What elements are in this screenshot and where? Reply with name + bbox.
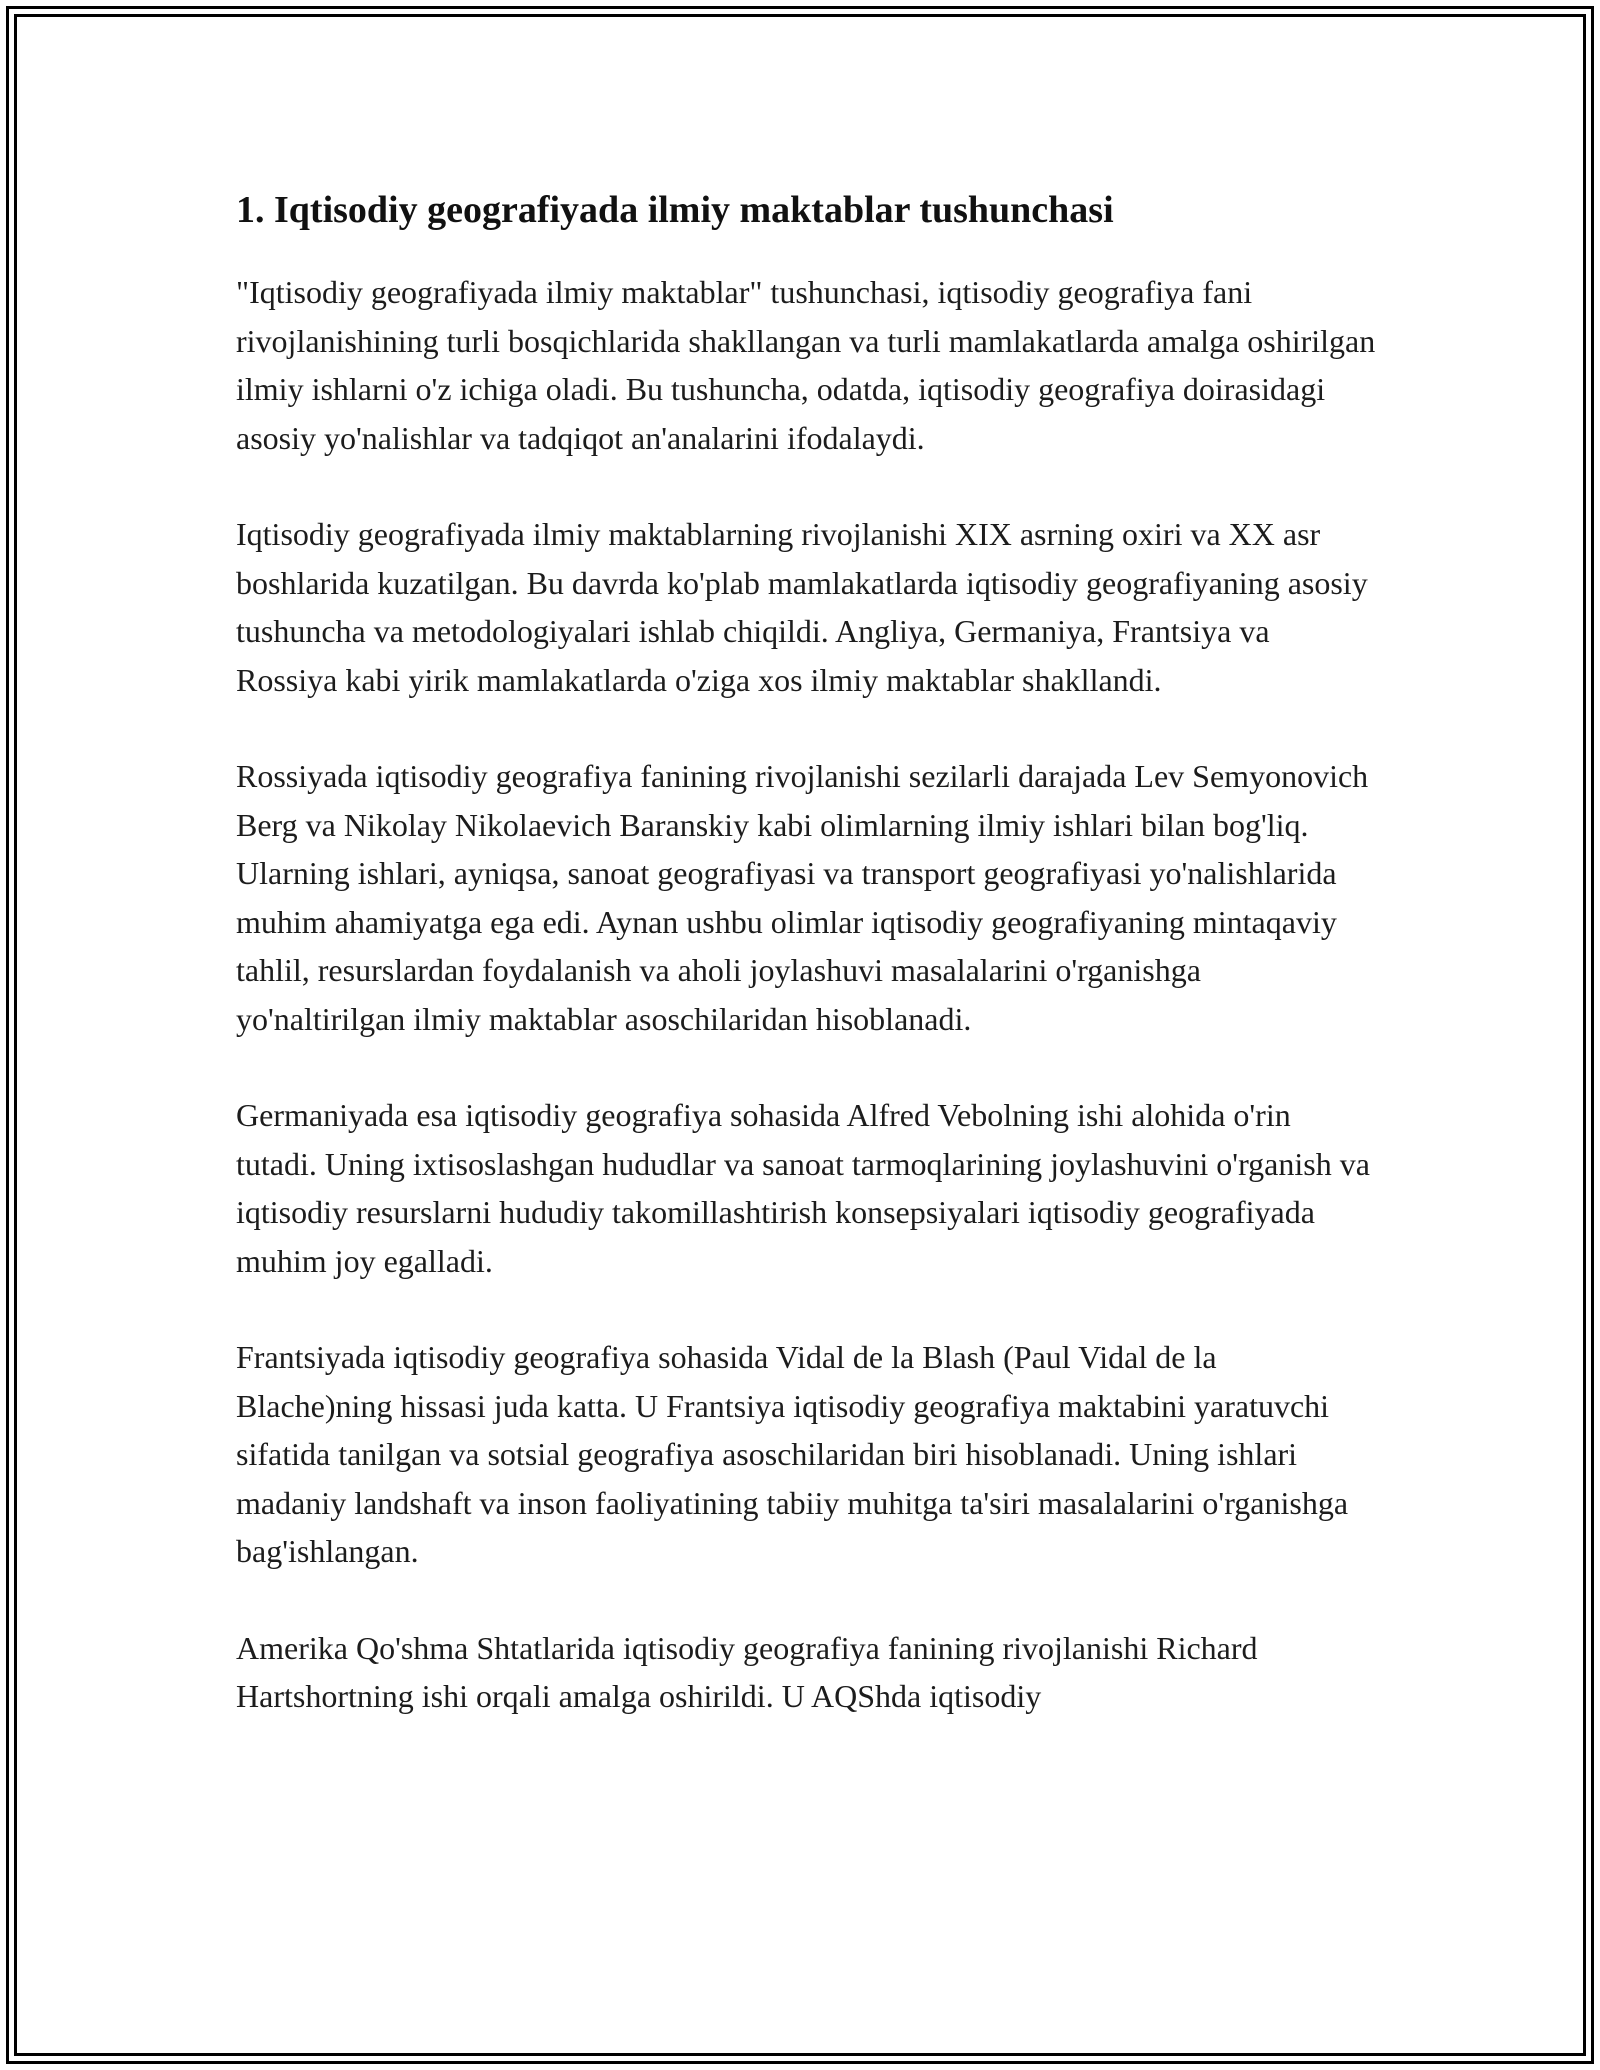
paragraph-1: "Iqtisodiy geografiyada ilmiy maktablar" tushunchasi, iqtisodiy geografiya fani rivojlanishining turli bosqichlarida shakllangan va turli mamlakatlarda amalga oshirilgan ilmiy ishlarni o'z ichiga oladi. Bu tushuncha, odatda, iqtisodiy geografiya doirasidagi asosiy yo'nalishlar va tadqiqot an'analarini ifodalaydi. — [236, 274, 1376, 456]
section-title: 1. Iqtisodiy geografiyada ilmiy maktablar tushunchasi — [236, 189, 1114, 231]
document-body — [236, 186, 1376, 1769]
paragraph-5: Frantsiyada iqtisodiy geografiya sohasida Vidal de la Blash (Paul Vidal de la Blache)ning hissasi juda katta. U Frantsiya iqtisodiy geografiya maktabini yaratuvchi sifatida tanilgan va sotsial geografiya asoschilaridan biri hisoblanadi. Uning ishlari madaniy landshaft va inson faoliyatining tabiiy muhitga ta'siri masalalarini o'rganishga bag'ishlangan. — [236, 1339, 1349, 1569]
paragraph-2: Iqtisodiy geografiyada ilmiy maktablarning rivojlanishi XIX asrning oxiri va XX asr boshlarida kuzatilgan. Bu davrda ko'plab mamlakatlarda iqtisodiy geografiyaning asosiy tushuncha va metodologiyalari ishlab chiqildi. Angliya, Germaniya, Frantsiya va Rossiya kabi yirik mamlakatlarda o'ziga xos ilmiy maktablar shakllandi. — [236, 516, 1368, 698]
paragraph-6: Amerika Qo'shma Shtatlarida iqtisodiy geografiya fanining rivojlanishi Richard Hartshortning ishi orqali amalga oshirildi. U AQShda iqtisodiy — [236, 1629, 1258, 1714]
paragraph-4: Germaniyada esa iqtisodiy geografiya sohasida Alfred Vebolning ishi alohida o'rin tutadi. Uning ixtisoslashgan hududlar va sanoat tarmoqlarining joylashuvini o'rganish va iqtisodiy resurslarni hududiy takomillashtirish konsepsiyalari iqtisodiy geografiyada muhim joy egalladi. — [236, 1097, 1370, 1279]
paragraph-3: Rossiyada iqtisodiy geografiya fanining rivojlanishi sezilarli darajada Lev Semyonovich Berg va Nikolay Nikolaevich Baranskiy kabi olimlarning ilmiy ishlari bilan bog'liq. Ularning ishlari, ayniqsa, sanoat geografiyasi va transport geografiyasi yo'nalishlarida muhim ahamiyatga ega edi. Aynan ushbu olimlar iqtisodiy geografiyaning mintaqaviy tahlil, resurslardan foydalanish va aholi joylashuvi masalalarini o'rganishga yo'naltirilgan ilmiy maktablar asoschilaridan hisoblanadi. — [236, 758, 1369, 1037]
